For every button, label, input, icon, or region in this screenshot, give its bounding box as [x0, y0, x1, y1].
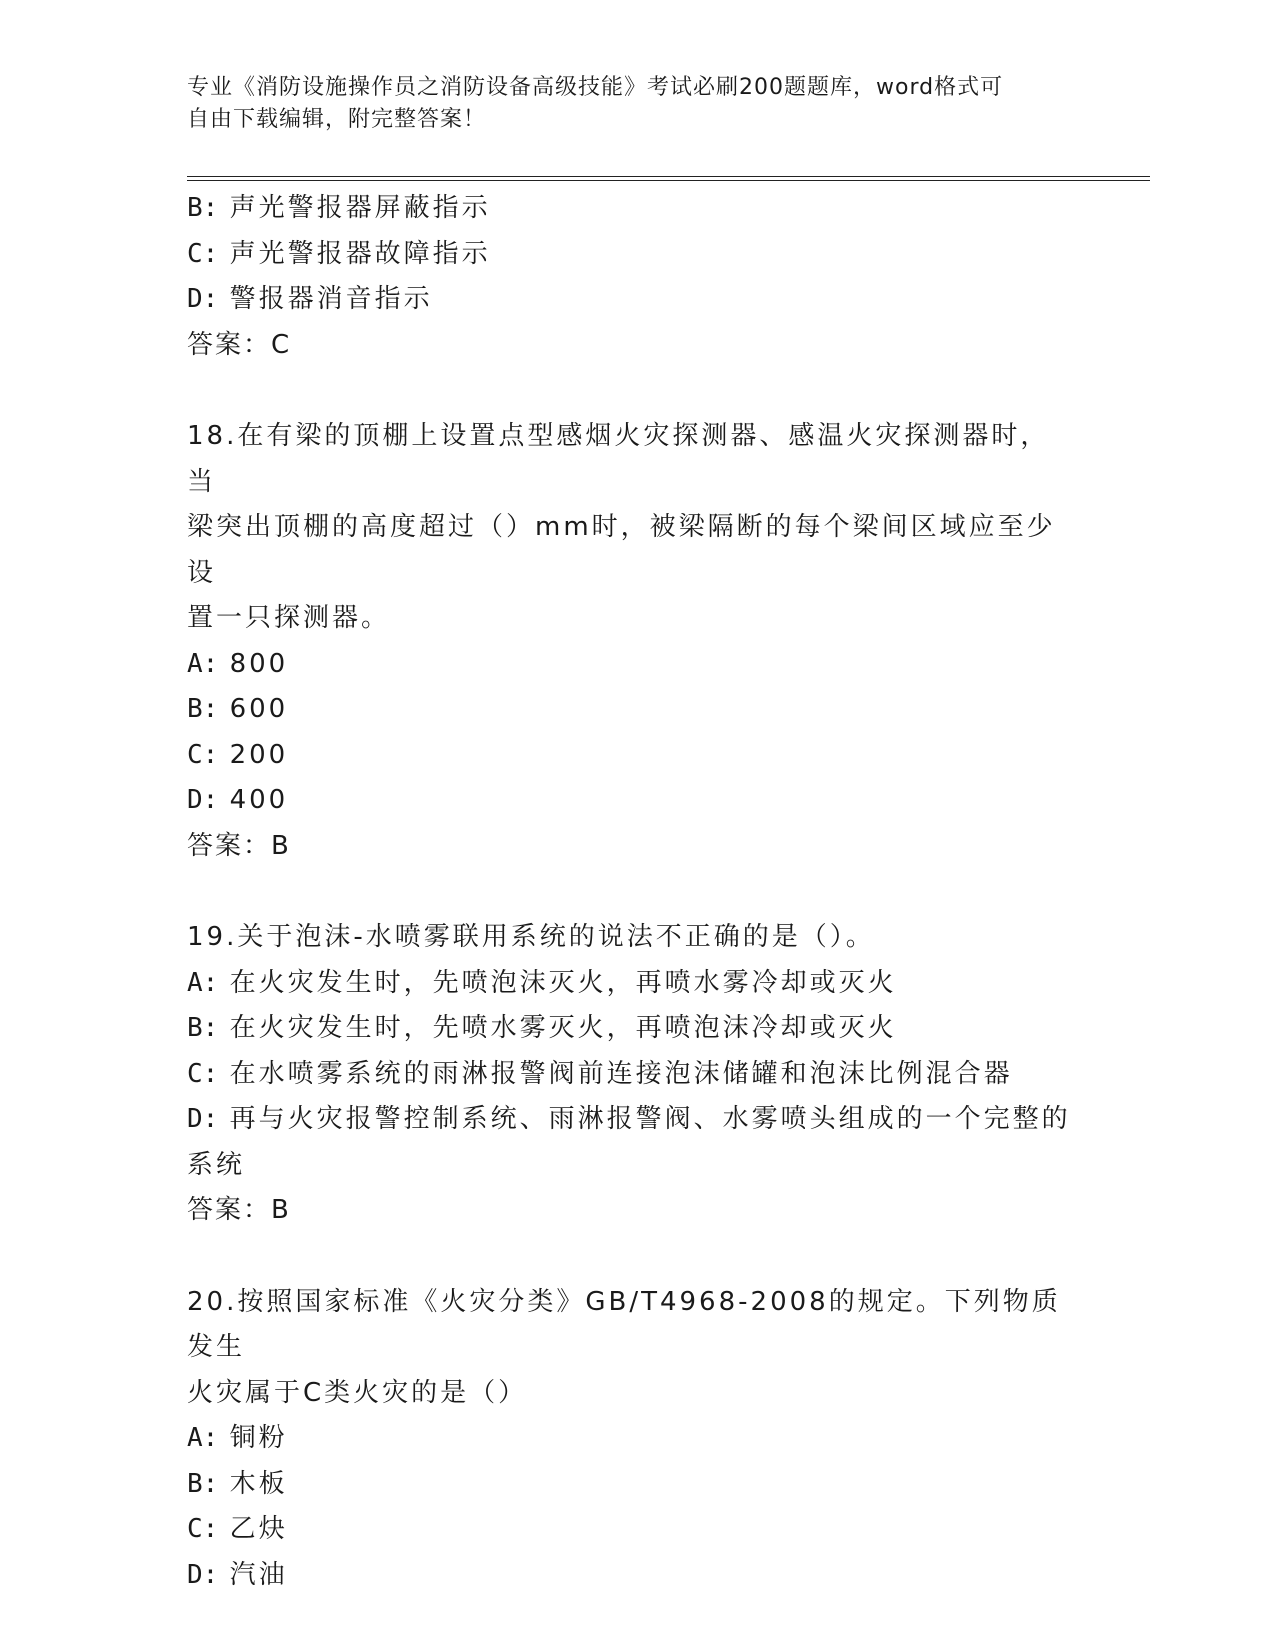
spacer [187, 1234, 1077, 1280]
header-double-rule [187, 176, 1150, 181]
option-a: A: 在火灾发生时，先喷泡沫灭火，再喷水雾冷却或灭火 [187, 967, 897, 998]
question-stem-line: 18.在有梁的顶棚上设置点型感烟火灾探测器、感温火灾探测器时，当 [187, 421, 1050, 497]
question-stem-line: 梁突出顶棚的高度超过（）mm时，被梁隔断的每个梁间区域应至少设 [187, 512, 1056, 588]
question-stem-line: 置一只探测器。 [187, 603, 391, 633]
question-stem-line: 火灾属于C类火灾的是（） [187, 1377, 528, 1408]
option-c: C: 乙炔 [187, 1514, 288, 1544]
option-d: D: 汽油 [187, 1559, 288, 1590]
option-c: C: 声光警报器故障指示 [187, 238, 491, 269]
spacer [187, 368, 1077, 414]
question-20 [187, 1280, 1077, 1599]
header-title-line-1: 专业《消防设施操作员之消防设备高级技能》考试必刷200题题库，word格式可 [187, 75, 1004, 100]
option-a: A: 800 [187, 648, 289, 679]
answer-line: 答案：C [187, 329, 292, 360]
option-a: A: 铜粉 [187, 1423, 288, 1453]
option-b: B: 声光警报器屏蔽指示 [187, 193, 491, 223]
header-title-line-2: 自由下载编辑，附完整答案！ [187, 107, 487, 132]
option-b: B: 在火灾发生时，先喷水雾灭火，再喷泡沫冷却或灭火 [187, 1013, 897, 1043]
question-18 [187, 414, 1077, 869]
option-c: C: 在水喷雾系统的雨淋报警阀前连接泡沫储罐和泡沫比例混合器 [187, 1058, 1013, 1089]
question-17 [187, 186, 1077, 368]
document-body [187, 186, 1077, 1598]
option-d: D: 警报器消音指示 [187, 284, 433, 314]
question-19 [187, 915, 1077, 1234]
option-d: D: 再与火灾报警控制系统、雨淋报警阀、水雾喷头组成的一个完整的 [187, 1104, 1071, 1134]
option-d-continuation: 系统 [187, 1149, 246, 1180]
question-stem-line: 20.按照国家标准《火灾分类》GB/T4968-2008的规定。下列物质发生 [187, 1286, 1061, 1362]
answer-line: 答案：B [187, 1195, 291, 1225]
option-b: B: 木板 [187, 1468, 288, 1499]
question-stem-line: 19.关于泡沫-水喷雾联用系统的说法不正确的是（）。 [187, 922, 875, 952]
option-b: B: 600 [187, 694, 289, 724]
spacer [187, 869, 1077, 915]
document-header [187, 72, 1077, 136]
answer-line: 答案：B [187, 830, 291, 861]
option-d: D: 400 [187, 785, 289, 815]
option-c: C: 200 [187, 739, 289, 770]
